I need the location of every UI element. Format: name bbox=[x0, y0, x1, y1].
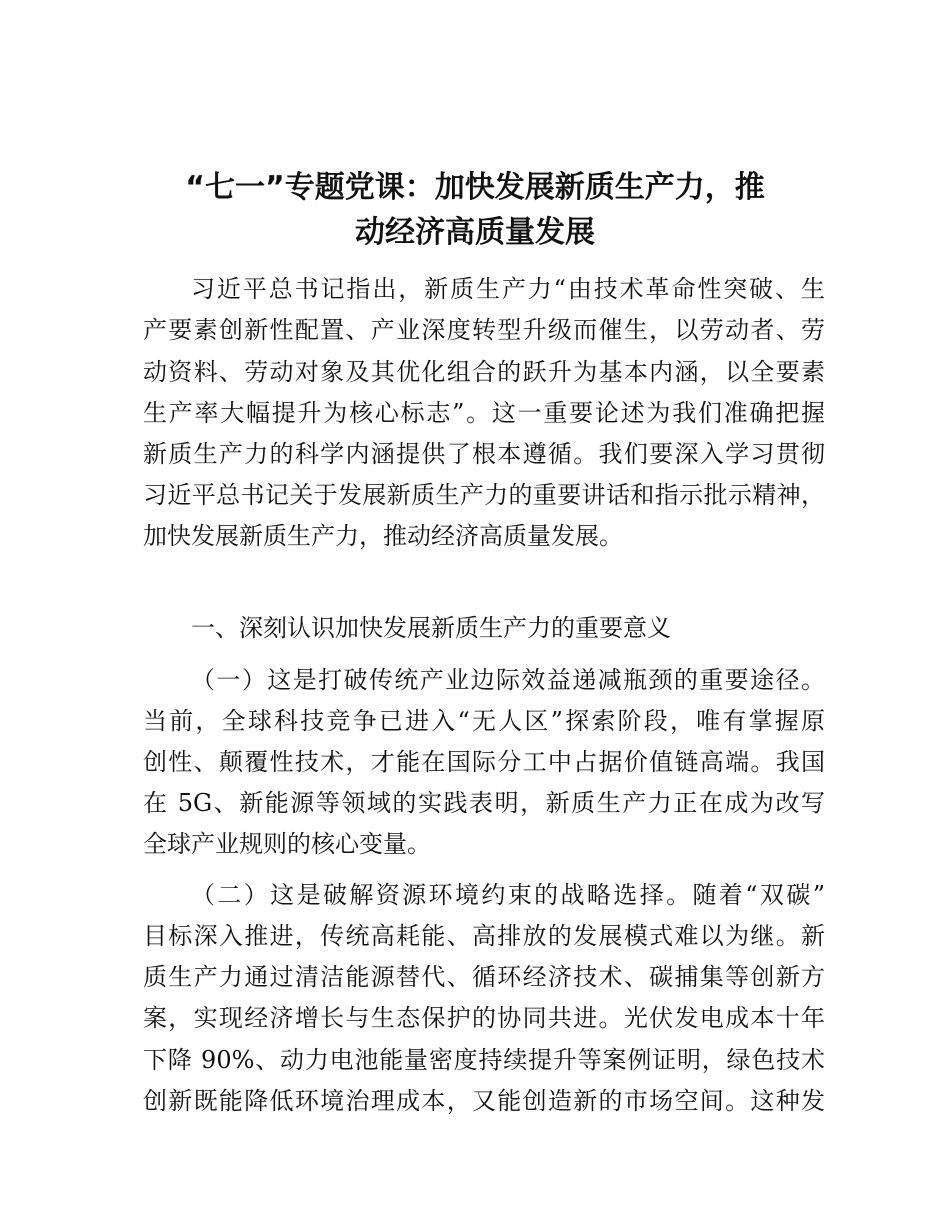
paragraph-line: 案，实现经济增长与生态保护的协同共进。光伏发电成本十年 bbox=[143, 1004, 825, 1032]
paragraph-line: （二）这是破解资源环境约束的战略选择。随着“双碳” bbox=[191, 881, 825, 909]
paragraph-line: （一）这是打破传统产业边际效益递减瓶颈的重要途径。 bbox=[191, 666, 825, 694]
paragraph-line: 下降 90%、动力电池能量密度持续提升等案例证明，绿色技术 bbox=[143, 1046, 825, 1074]
paragraph-line: 全球产业规则的核心变量。 bbox=[143, 830, 431, 858]
paragraph-line: 生产率大幅提升为核心标志”。这一重要论述为我们准确把握 bbox=[143, 399, 825, 427]
paragraph-line: 动资料、劳动对象及其优化组合的跃升为基本内涵，以全要素 bbox=[143, 358, 825, 386]
paragraph-line: 目标深入推进，传统高耗能、高排放的发展模式难以为继。新 bbox=[143, 922, 825, 950]
paragraph-line: 产要素创新性配置、产业深度转型升级而催生，以劳动者、劳 bbox=[143, 316, 825, 344]
document-title-line-1: “七一”专题党课：加快发展新质生产力，推 bbox=[185, 170, 765, 205]
document-title-line-2: 动经济高质量发展 bbox=[355, 215, 595, 250]
paragraph-line: 新质生产力的科学内涵提供了根本遵循。我们要深入学习贯彻 bbox=[143, 440, 825, 468]
section-heading: 一、深刻认识加快发展新质生产力的重要意义 bbox=[191, 614, 671, 642]
paragraph-line: 在 5G、新能源等领域的实践表明，新质生产力正在成为改写 bbox=[143, 789, 825, 817]
paragraph-line: 加快发展新质生产力，推动经济高质量发展。 bbox=[143, 522, 623, 550]
paragraph-line: 当前，全球科技竞争已进入“无人区”探索阶段，唯有掌握原 bbox=[143, 707, 825, 735]
paragraph-line: 质生产力通过清洁能源替代、循环经济技术、碳捕集等创新方 bbox=[143, 963, 825, 991]
paragraph-line: 创性、颠覆性技术，才能在国际分工中占据价值链高端。我国 bbox=[143, 748, 825, 776]
paragraph-line: 习近平总书记关于发展新质生产力的重要讲话和指示批示精神， bbox=[143, 481, 825, 509]
paragraph-line: 创新既能降低环境治理成本，又能创造新的市场空间。这种发 bbox=[143, 1087, 825, 1115]
paragraph-line: 习近平总书记指出，新质生产力“由技术革命性突破、生 bbox=[191, 275, 825, 303]
